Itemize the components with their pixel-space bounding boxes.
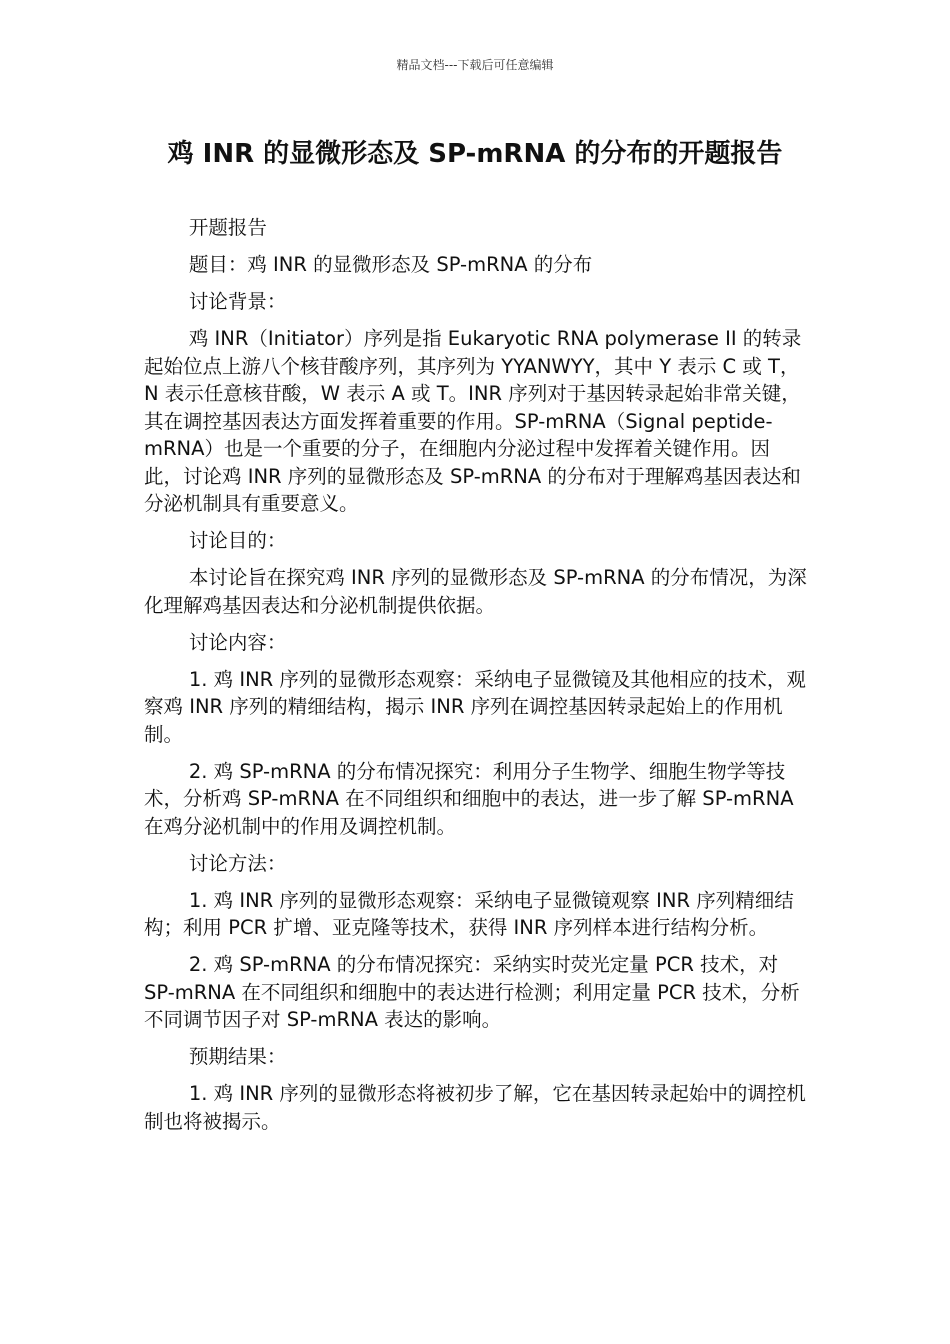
section-heading-content: 讨论内容： [188, 630, 287, 654]
expected-result-item-1: 1. 鸡 INR 序列的显微形态将被初步了解，它在基因转录起始中的调控机制也将被揭示。 [144, 1082, 806, 1133]
method-item-2: 2. 鸡 SP-mRNA 的分布情况探究：采纳实时荧光定量 PCR 技术，对 SP-mRNA 在不同组织和细胞中的表达进行检测；利用定量 PCR 技术，分析不同调节因子对 SP-mRNA 表达的影响。 [144, 953, 800, 1031]
topic-line: 题目：鸡 INR 的显微形态及 SP-mRNA 的分布 [188, 253, 593, 276]
content-item-2: 2. 鸡 SP-mRNA 的分布情况探究：利用分子生物学、细胞生物学等技术，分析鸡 SP-mRNA 在不同组织和细胞中的表达，进一步了解 SP-mRNA 在鸡分泌机制中的作用及调控机制。 [144, 759, 794, 838]
method-item-1: 1. 鸡 INR 序列的显微形态观察：采纳电子显微镜观察 INR 序列精细结构；利用 PCR 扩增、亚克隆等技术，获得 INR 序列样本进行结构分析。 [144, 888, 794, 939]
page-header: 精品文档---下载后可任意编辑 [396, 58, 554, 72]
background-paragraph: 鸡 INR（Initiator）序列是指 Eukaryotic RNA polymerase II 的转录起始位点上游八个核苷酸序列，其序列为 YYANWYY，其中 Y 表示 C 或 T，N 表示任意核苷酸，W 表示 A 或 T。INR 序列对于基因转录起始非常关键，其在调控基因表达方面发挥着重要的作用。SP-mRNA（Signal peptide-mRNA）也是一个重要的分子，在细胞内分泌过程中发挥着关键作用。因此，讨论鸡 INR 序列的显微形态及 SP-mRNA 的分布对于理解鸡基因表达和分泌机制具有重要意义。 [144, 327, 802, 515]
section-heading-report: 开题报告 [188, 216, 267, 239]
section-heading-expected-results: 预期结果： [188, 1045, 287, 1068]
section-heading-background: 讨论背景： [188, 290, 287, 313]
document-body [144, 214, 808, 1145]
purpose-paragraph: 本讨论旨在探究鸡 INR 序列的显微形态及 SP-mRNA 的分布情况，为深化理解鸡基因表达和分泌机制提供依据。 [144, 566, 807, 617]
section-heading-purpose: 讨论目的： [188, 529, 287, 552]
section-heading-methods: 讨论方法： [188, 851, 287, 875]
content-item-1: 1. 鸡 INR 序列的显微形态观察：采纳电子显微镜及其他相应的技术，观察鸡 INR 序列的精细结构，揭示 INR 序列在调控基因转录起始上的作用机制。 [144, 667, 806, 746]
document-title: 鸡 INR 的显微形态及 SP-mRNA 的分布的开题报告 [167, 139, 783, 169]
